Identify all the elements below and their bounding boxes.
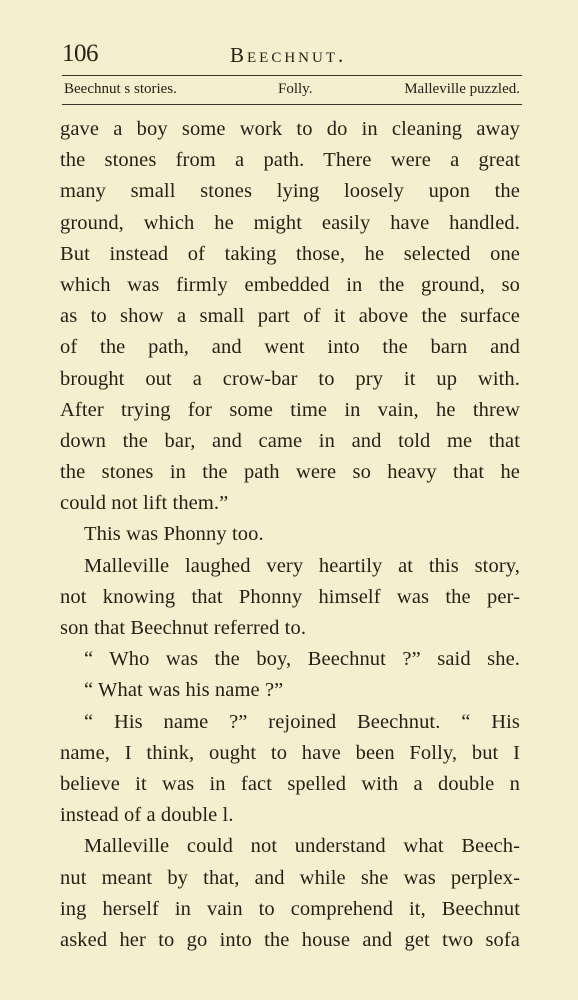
header-rule-top: [62, 75, 522, 76]
text-line: “ His name ?” rejoined Beechnut. “ His: [84, 710, 520, 733]
body-text: [60, 114, 520, 956]
text-line: After trying for some time in vain, he threw: [60, 398, 520, 421]
subhead-right: Malleville puzzled.: [404, 81, 520, 97]
subhead-center: Folly.: [278, 81, 313, 97]
text-line: ground, which he might easily have handled.: [60, 211, 520, 234]
text-line: ing herself in vain to comprehend it, Beechnut: [60, 897, 520, 920]
text-line: son that Beechnut referred to.: [60, 617, 307, 639]
text-line: Malleville laughed very heartily at this story,: [84, 554, 520, 577]
text-line: asked her to go into the house and get two sofa: [60, 928, 520, 951]
running-head: [62, 36, 520, 70]
text-line: But instead of taking those, he selected one: [60, 242, 520, 265]
text-line: could not lift them.”: [60, 492, 229, 515]
text-line: as to show a small part of it above the surface: [60, 305, 520, 328]
text-line: which was firmly embedded in the ground, so: [60, 273, 520, 296]
text-line: “ What was his name ?”: [84, 679, 284, 702]
text-line: down the bar, and came in and told me that: [60, 429, 520, 452]
text-line: nut meant by that, and while she was perplex-: [60, 866, 520, 889]
text-line: the stones in the path were so heavy that he: [60, 461, 520, 484]
text-line: many small stones lying loosely upon the: [60, 180, 520, 203]
page-number: 106: [62, 40, 98, 67]
text-line: of the path, and went into the barn and: [60, 336, 520, 359]
text-line: “ Who was the boy, Beechnut ?” said she.: [84, 648, 520, 671]
text-line: This was Phonny too.: [84, 523, 264, 546]
text-line: gave a boy some work to do in cleaning away: [60, 118, 520, 140]
header-rule-bottom: [62, 104, 522, 105]
text-line: brought out a crow-bar to pry it up with.: [60, 367, 520, 390]
book-title: Beechnut.: [230, 43, 347, 67]
text-line: the stones from a path. There were a great: [60, 149, 520, 172]
text-line: not knowing that Phonny himself was the per-: [60, 585, 520, 608]
text-line: name, I think, ought to have been Folly, but I: [60, 741, 520, 764]
subhead-left: Beechnut s stories.: [64, 81, 177, 97]
text-line: instead of a double l.: [60, 804, 234, 827]
text-line: Malleville could not understand what Beech-: [84, 835, 520, 858]
text-line: believe it was in fact spelled with a double n: [60, 772, 520, 795]
subheads: [64, 78, 520, 100]
